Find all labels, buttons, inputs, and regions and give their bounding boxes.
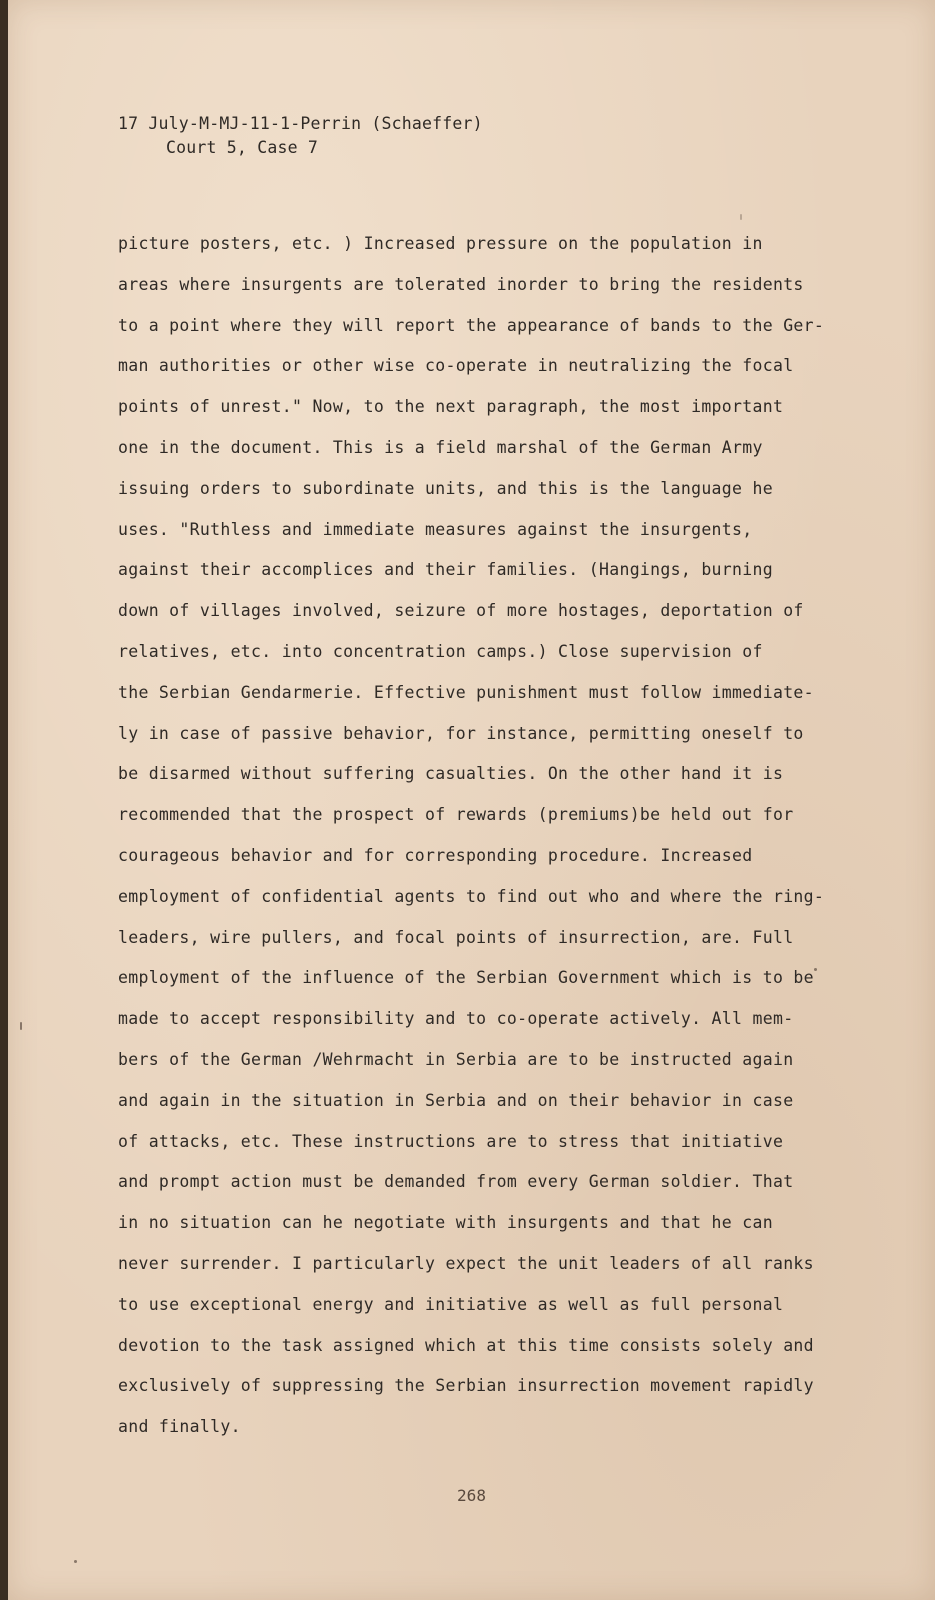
paper-speck	[740, 214, 742, 220]
body-line: and finally.	[118, 1417, 241, 1437]
document-header	[118, 112, 483, 160]
paper-speck	[20, 1022, 22, 1030]
body-line: never surrender. I particularly expect the unit leaders of all ranks	[118, 1253, 814, 1273]
body-line: areas where insurgents are tolerated inorder to bring the residents	[118, 274, 804, 294]
header-court-case: Court 5, Case 7	[166, 138, 319, 157]
header-transcript-id: 17 July-M-MJ-11-1-Perrin (Schaeffer)	[118, 114, 483, 133]
body-line: and again in the situation in Serbia and on their behavior in case	[118, 1090, 794, 1110]
body-line: against their accomplices and their families. (Hangings, burning	[118, 560, 773, 580]
body-line: courageous behavior and for corresponding procedure. Increased	[118, 845, 753, 865]
body-line: man authorities or other wise co-operate in neutralizing the focal	[118, 356, 794, 376]
body-line: to a point where they will report the appearance of bands to the Ger-	[118, 315, 825, 335]
body-line: of attacks, etc. These instructions are to stress that initiative	[118, 1131, 784, 1151]
body-line: to use exceptional energy and initiative as well as full personal	[118, 1294, 784, 1314]
document-page	[8, 0, 935, 1600]
body-line: down of villages involved, seizure of more hostages, deportation of	[118, 601, 804, 621]
body-line: issuing orders to subordinate units, and this is the language he	[118, 478, 773, 498]
body-line: and prompt action must be demanded from every German soldier. That	[118, 1172, 794, 1192]
body-line: uses. "Ruthless and immediate measures against the insurgents,	[118, 519, 753, 539]
body-line: leaders, wire pullers, and focal points of insurrection, are. Full	[118, 927, 794, 947]
page-number: 268	[457, 1486, 486, 1505]
body-line: devotion to the task assigned which at this time consists solely and	[118, 1335, 814, 1355]
body-line: exclusively of suppressing the Serbian insurrection movement rapidly	[118, 1376, 814, 1396]
paper-speck	[814, 968, 817, 971]
body-line: employment of confidential agents to find out who and where the ring-	[118, 886, 825, 906]
body-line: one in the document. This is a field marshal of the German Army	[118, 437, 763, 457]
body-text	[118, 232, 838, 1456]
paper-speck	[74, 1560, 77, 1563]
body-line: relatives, etc. into concentration camps.) Close supervision of	[118, 641, 763, 661]
body-line: made to accept responsibility and to co-operate actively. All mem-	[118, 1009, 794, 1029]
body-line: picture posters, etc. ) Increased pressure on the population in	[118, 234, 763, 253]
body-line: recommended that the prospect of rewards (premiums)be held out for	[118, 805, 794, 825]
body-line: points of unrest." Now, to the next paragraph, the most important	[118, 397, 784, 417]
body-line: bers of the German /Wehrmacht in Serbia are to be instructed again	[118, 1049, 794, 1069]
body-line: be disarmed without suffering casualties. On the other hand it is	[118, 764, 784, 784]
body-line: ly in case of passive behavior, for instance, permitting oneself to	[118, 723, 804, 743]
body-line: the Serbian Gendarmerie. Effective punishment must follow immediate-	[118, 682, 814, 702]
body-line: employment of the influence of the Serbian Government which is to be	[118, 968, 814, 988]
body-line: in no situation can he negotiate with insurgents and that he can	[118, 1213, 773, 1233]
